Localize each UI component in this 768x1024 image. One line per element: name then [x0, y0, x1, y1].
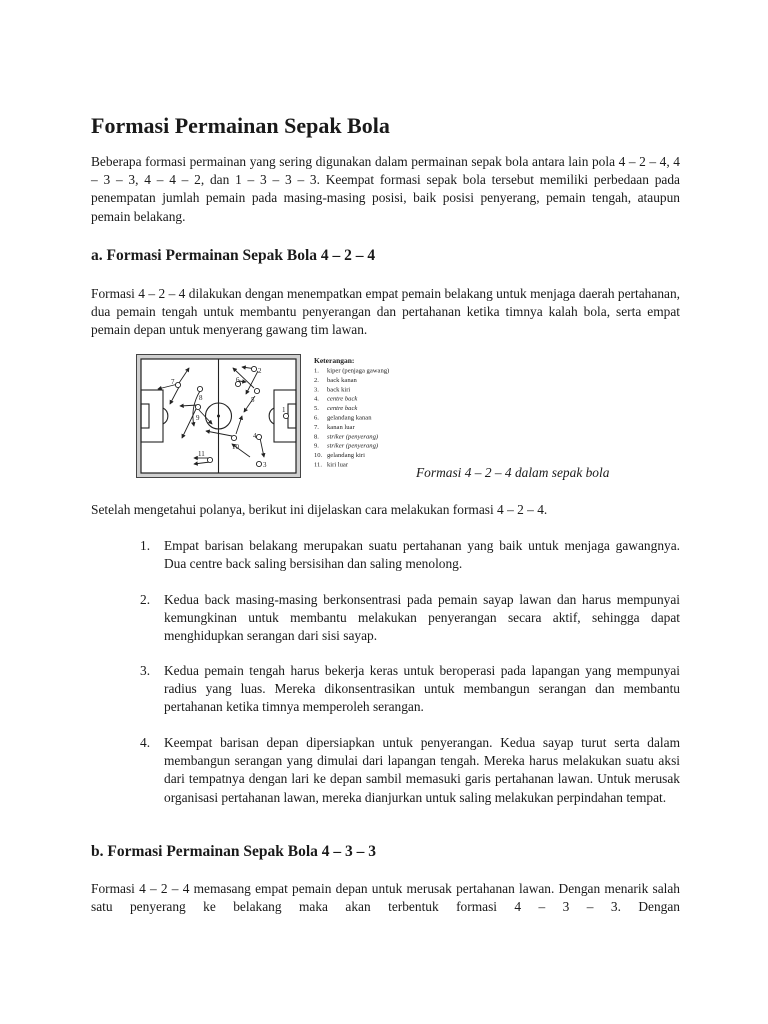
player-marker [195, 404, 200, 409]
player-label: 4 [253, 432, 257, 440]
steps-list [140, 591, 680, 646]
legend-entry: centre back [327, 405, 358, 413]
player-label: 10 [232, 443, 239, 451]
list-number: 2. [140, 592, 151, 607]
legend-number: 2. [314, 376, 319, 384]
legend-entry: kiri luar [327, 461, 349, 469]
list-number: 4. [140, 735, 151, 750]
legend-number: 10. [314, 452, 323, 460]
player-label: 8 [199, 394, 203, 402]
player-marker [256, 434, 261, 439]
legend-entry: striker (penyerang) [327, 442, 379, 450]
section-b-paragraph: Formasi 4 – 2 – 4 memasang empat pemain depan untuk merusak pertahanan lawan. Dengan menarik salah satu penyerang ke belakang maka akan terbentuk formasi 4 – 3 – 3. Dengan [91, 881, 680, 915]
legend-number: 1. [314, 367, 319, 375]
legend-number: 6. [314, 414, 319, 422]
list-text: Kedua back masing-masing berkonsentrasi pada pemain sayap lawan dan harus mempunyai kemungkinan untuk membantu melakukan penyerangan secara aktif, sehingga dapat menghidupkan serangan dari sisi sayap. [164, 592, 680, 644]
steps-list [140, 662, 680, 717]
player-label: 3 [263, 461, 267, 469]
list-number: 3. [140, 663, 151, 678]
legend-entry: back kiri [327, 386, 351, 394]
player-marker [207, 457, 212, 462]
figure-caption: Formasi 4 – 2 – 4 dalam sepak bola [416, 465, 610, 480]
section-a-paragraph: Formasi 4 – 2 – 4 dilakukan dengan menempatkan empat pemain belakang untuk menjaga daerah pertahanan, dua pemain tengah untuk membantu penyerangan dan pertahanan ketika timnya kalah bola, serta empat pemain depan untuk menyerang gawang tim lawan. [91, 286, 680, 338]
legend-number: 8. [314, 433, 319, 441]
center-spot [217, 415, 220, 418]
list-number: 1. [140, 538, 151, 553]
player-marker [254, 388, 259, 393]
intro-paragraph: Beberapa formasi permainan yang sering digunakan dalam permainan sepak bola antara lain pola 4 – 2 – 4, 4 – 3 – 3, 4 – 4 – 2, dan 1 – 3 – 3 – 3. Keempat formasi sepak bola tersebut memiliki perbedaan pada penempatan jumlah pemain pada masing-masing posisi, baik posisi penyerang, pemain tengah, ataupun pemain belakang. [91, 154, 680, 224]
player-label: 1 [282, 406, 286, 414]
legend-number: 3. [314, 386, 319, 394]
legend-number: 4. [314, 395, 319, 403]
section-a-after: Setelah mengetahui polanya, berikut ini dijelaskan cara melakukan formasi 4 – 2 – 4. [91, 502, 548, 517]
player-marker [197, 386, 202, 391]
legend-entry: kanan luar [327, 423, 355, 431]
legend-number: 11. [314, 461, 322, 469]
player-marker [231, 435, 236, 440]
list-item [140, 734, 680, 807]
player-marker [256, 461, 261, 466]
legend-number: 7. [314, 423, 319, 431]
legend-entry: gelandang kanan [327, 414, 372, 422]
player-label: 6 [236, 376, 240, 384]
player-label: 9 [196, 414, 200, 422]
player-marker [251, 366, 256, 371]
steps-list [140, 734, 680, 807]
list-text: Kedua pemain tengah harus bekerja keras untuk beroperasi pada lapangan yang mempunyai radius yang luas. Mereka dikonsentrasikan untuk membangun serangan dan membantu pertahanan ketika timnya memperoleh serangan. [164, 663, 680, 715]
player-label: 2 [258, 367, 262, 375]
legend-number: 5. [314, 405, 319, 413]
diagram-legend [314, 356, 389, 469]
legend-entry: centre back [327, 395, 358, 403]
legend-entry: striker (penyerang) [327, 433, 379, 441]
section-a-heading: a. Formasi Permainan Sepak Bola 4 – 2 – 4 [91, 247, 376, 264]
steps-list [140, 537, 680, 573]
page-title: Formasi Permainan Sepak Bola [91, 113, 390, 138]
player-label: 7 [171, 378, 175, 386]
player-marker [283, 413, 288, 418]
player-label: 11 [198, 450, 205, 458]
legend-entry: kiper (penjaga gawang) [327, 367, 390, 375]
list-item [140, 662, 680, 717]
formation-diagram [136, 354, 421, 478]
section-b-heading: b. Formasi Permainan Sepak Bola 4 – 3 – 3 [91, 843, 377, 860]
legend-number: 9. [314, 442, 319, 450]
player-marker [175, 382, 180, 387]
legend-entry: back kanan [327, 376, 357, 384]
list-item [140, 591, 680, 646]
list-text: Keempat barisan depan dipersiapkan untuk penyerangan. Kedua sayap turut serta dalam membangun serangan yang dimulai dari lapangan tengah. Mereka harus melakukan suatu aksi dari tempatnya dengan lari ke depan sambil memasuki garis pertahanan lawan. Untuk merusak organisasi pertahanan lawan, mereka dianjurkan untuk saling melakukan perpindahan tempat. [164, 735, 680, 805]
list-item [140, 537, 680, 573]
list-text: Empat barisan belakang merupakan suatu pertahanan yang baik untuk menjaga gawangnya. Dua centre back saling bersisihan dan saling menolong. [164, 538, 680, 572]
legend-title: Keterangan: [314, 356, 355, 365]
legend-entry: gelandang kiri [327, 452, 365, 460]
player-label: 5 [251, 396, 255, 404]
